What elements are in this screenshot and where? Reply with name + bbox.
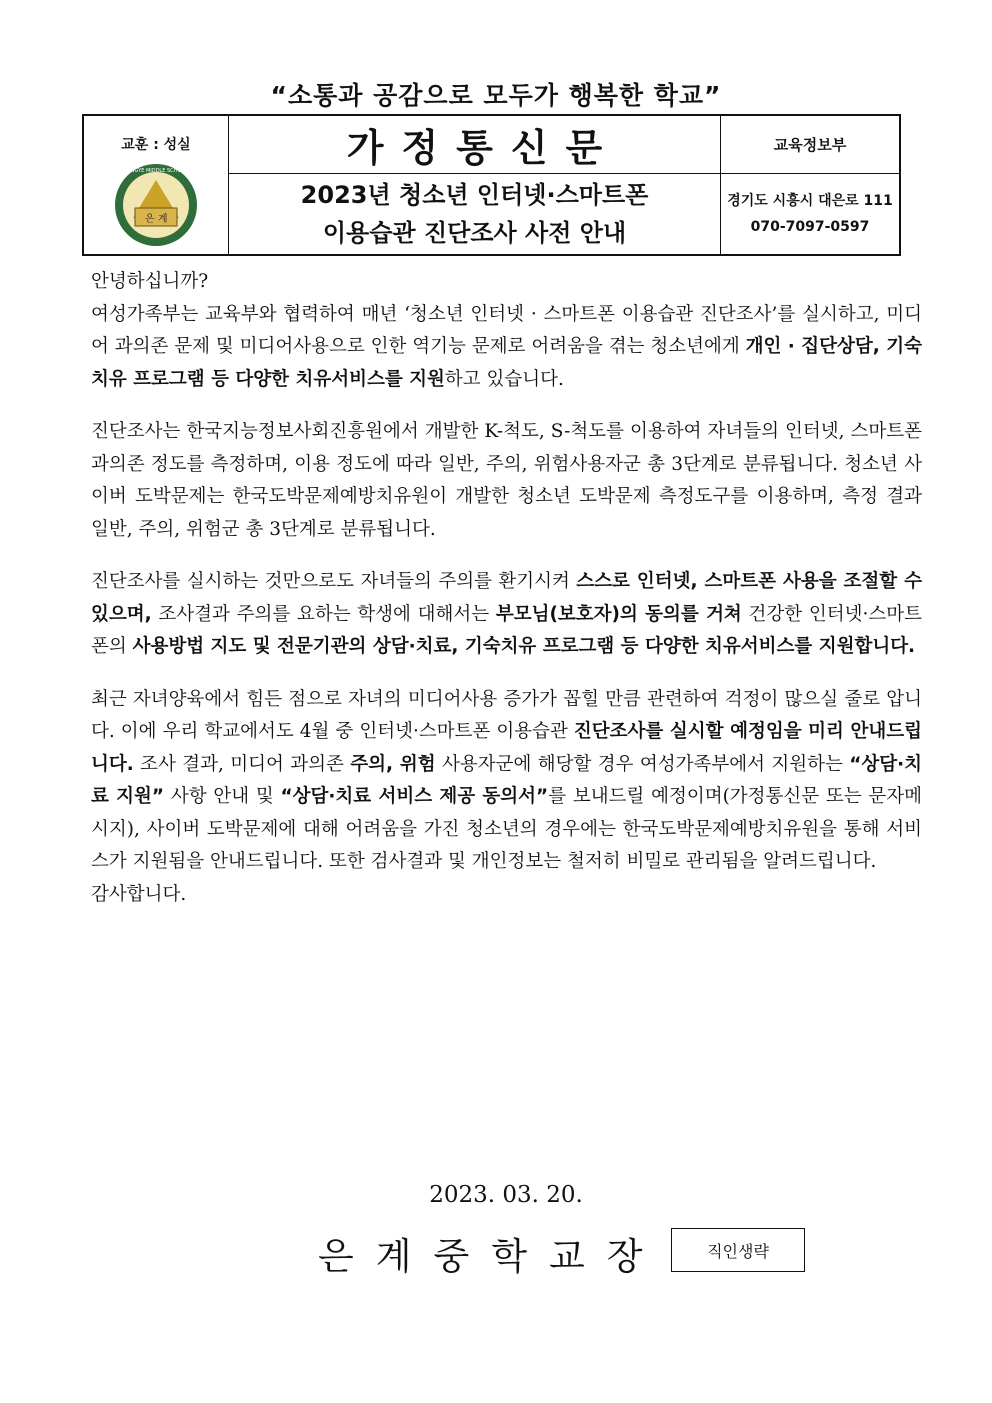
p1-text-c: 하고 있습니다. — [444, 368, 564, 390]
p4-bold-4: “상담·치료 서비스 제공 동의서” — [280, 786, 549, 807]
p3-bold-1: 스스로 인터넷, 스마트폰 사용을 조절할 수 있으며, — [91, 571, 922, 625]
school-motto: 교훈 : 성실 — [121, 137, 191, 153]
title-cell — [229, 116, 721, 174]
closing: 감사합니다. — [91, 883, 187, 905]
p1-text-a: 여성가족부는 교육부와 협력하여 매년 ‘청소년 인터넷 · 스마트폰 이용습관 진단조사’를 실시하고, 미디어 과의존 문제 및 미디어사용으로 인한 역기능 문제로 어려움을 겪는 청소년에게 — [91, 303, 922, 357]
subtitle-line-2: 이용습관 진단조사 사전 안내 — [322, 219, 627, 247]
motto-logo-cell — [84, 116, 229, 254]
department-name: 교육정보부 — [773, 136, 847, 154]
paragraph-4 — [82, 684, 922, 879]
p4-text-e: 사항 안내 및 — [164, 786, 281, 807]
paragraph-1 — [82, 299, 922, 397]
school-phone: 070-7097-0597 — [750, 219, 870, 235]
p4-bold-1: 진단조사를 실시할 예정임을 미리 안내드립니다. — [91, 721, 922, 775]
school-logo-text: 은 계 — [145, 214, 168, 225]
p3-bold-3: 사용방법 지도 및 전문기관의 상담·치료, 기숙치유 프로그램 등 다양한 치유서비스를 지원합니다. — [132, 636, 916, 657]
p4-text-a: 최근 자녀양육에서 힘든 점으로 자녀의 미디어사용 증가가 꼽힐 만큼 관련하여 걱정이 많으실 줄로 압니다. 이에 우리 학교에서도 4월 중 인터넷·스마트폰 이용습관 — [91, 688, 922, 742]
department-cell — [721, 116, 899, 174]
p4-text-d: 사용자군에 해당할 경우 여성가족부에서 지원하는 — [435, 753, 850, 775]
principal-signature: 은계중학교장 — [318, 1235, 665, 1278]
p4-bold-2: 주의, 위험 — [350, 753, 436, 775]
p3-text-d: 건강한 인터넷·스마트폰의 — [91, 603, 922, 657]
p3-bold-2: 부모님(보호자)의 동의를 거쳐 — [495, 603, 742, 625]
newsletter-title: 가정통신문 — [346, 126, 621, 170]
issue-date: 2023. 03. 20. — [429, 1182, 583, 1208]
school-logo-ring: EUNGYE MIDDLE SCHOOL — [123, 168, 189, 174]
letter-body — [82, 266, 922, 911]
paragraph-2: 진단조사는 한국지능정보사회진흥원에서 개발한 K-척도, S-척도를 이용하여 자녀들의 인터넷, 스마트폰 과의존 정도를 측정하며, 이용 정도에 따라 일반, 주의, 위험사용자군 총 3단계로 분류됩니다. 청소년 사이버 도박문제는 한국도박문제예방치유원이 개발한 청소년 도박문제 측정도구를 이용하며, 측정 결과 일반, 주의, 위험군 총 3단계로 분류됩니다. — [91, 421, 922, 540]
school-slogan: “소통과 공감으로 모두가 행복한 학교” — [270, 81, 722, 110]
contact-cell — [721, 174, 899, 254]
subtitle-line-1: 2023년 청소년 인터넷·스마트폰 — [300, 181, 649, 209]
school-address: 경기도 시흥시 대은로 111 — [727, 193, 893, 209]
p3-text-a: 진단조사를 실시하는 것만으로도 자녀들의 주의를 환기시켜 — [91, 571, 577, 592]
p4-bold-3: “상담·치료 지원” — [91, 753, 923, 807]
p3-text-c: 조사결과 주의를 요하는 학생에 대해서는 — [151, 603, 496, 625]
newsletter-header — [82, 114, 901, 256]
p4-text-f: 를 보내드릴 예정이며(가정통신문 또는 문자메시지), 사이버 도박문제에 대해 어려움을 가진 청소년의 경우에는 한국도박문제예방치유원을 통해 서비스가 지원됨을 안내드립니다. 또한 검사결과 및 개인정보는 철저히 비밀로 관리됨을 알려드립니다. — [91, 786, 922, 872]
p4-text-c: 조사 결과, 미디어 과의존 — [133, 753, 351, 775]
seal-omitted-box: 직인생략 — [671, 1228, 805, 1272]
school-logo-icon — [113, 162, 199, 248]
subtitle-cell — [229, 174, 721, 254]
p1-bold-1: 개인 · 집단상담, 기숙치유 프로그램 등 다양한 치유서비스를 지원 — [91, 336, 922, 390]
greeting: 안녕하십니까? — [91, 271, 209, 292]
paragraph-3 — [82, 566, 922, 664]
